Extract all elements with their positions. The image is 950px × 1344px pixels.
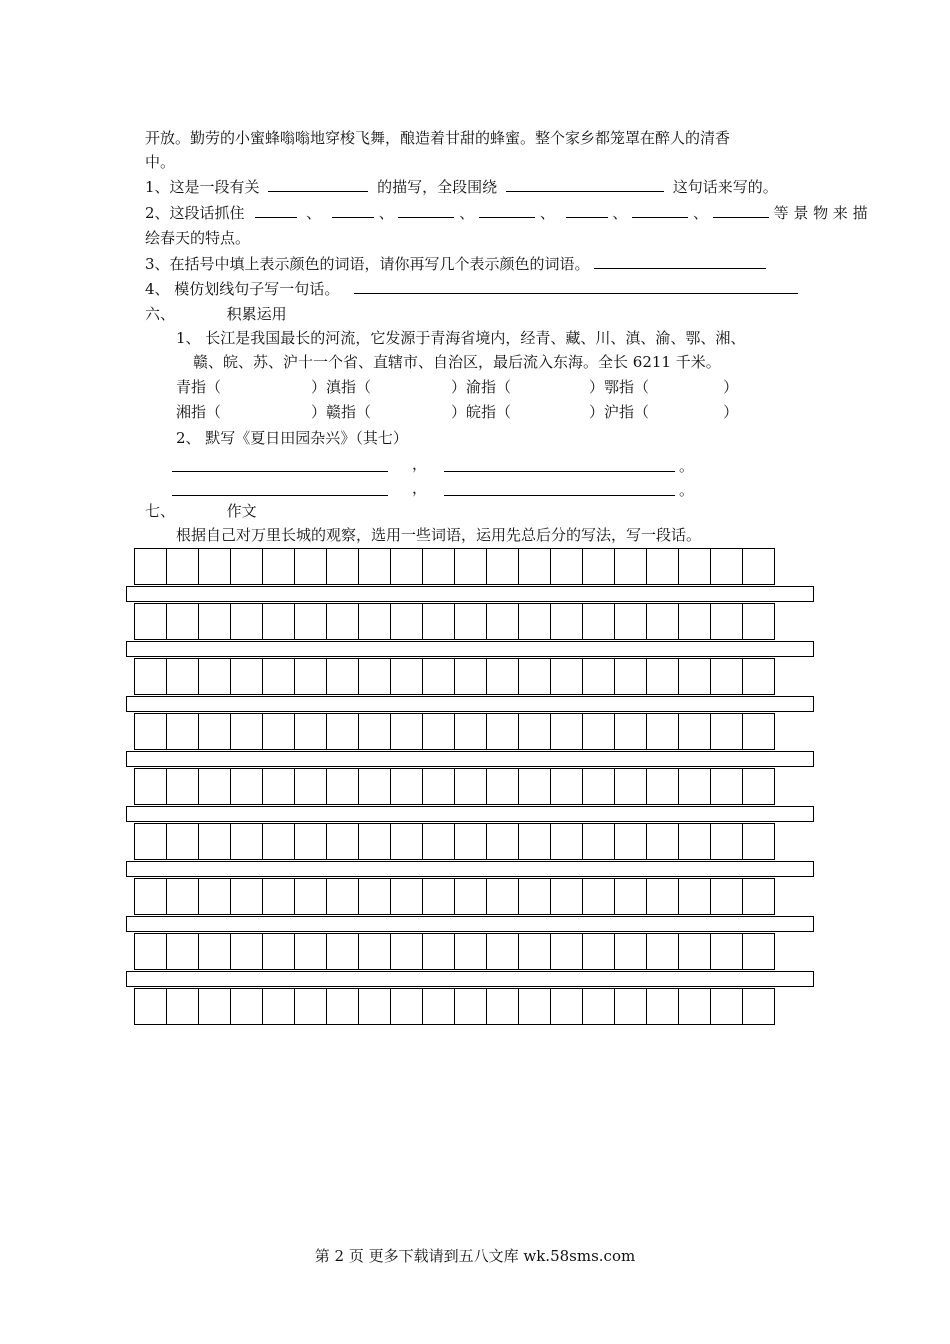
q2-blank-5[interactable]	[566, 203, 608, 218]
q2-blank-6[interactable]	[632, 203, 688, 218]
grid-cell[interactable]	[486, 768, 519, 805]
grid-cell[interactable]	[422, 988, 455, 1025]
poem-period-2: 。	[679, 481, 695, 499]
grid-cell[interactable]	[166, 933, 199, 970]
grid-cell[interactable]	[614, 933, 647, 970]
grid-cell[interactable]	[678, 603, 711, 640]
grid-cell[interactable]	[326, 933, 359, 970]
grid-cell[interactable]	[358, 713, 391, 750]
grid-cell[interactable]	[518, 713, 551, 750]
grid-cell[interactable]	[134, 548, 167, 585]
section-6-item-2: 2、 默写《夏日田园杂兴》（其七）	[176, 429, 408, 447]
grid-cell[interactable]	[326, 768, 359, 805]
grid-cell[interactable]	[422, 823, 455, 860]
abbr-gan: ）赣指（	[311, 403, 372, 421]
grid-row-separator	[126, 641, 814, 657]
grid-cell[interactable]	[614, 658, 647, 695]
grid-cell[interactable]	[582, 658, 615, 695]
q1-blank-2[interactable]	[506, 177, 664, 192]
question-1	[145, 177, 778, 197]
grid-cell[interactable]	[614, 768, 647, 805]
grid-cell[interactable]	[582, 823, 615, 860]
grid-cell[interactable]	[358, 823, 391, 860]
grid-row	[134, 878, 775, 916]
grid-row-separator	[126, 861, 814, 877]
grid-cell[interactable]	[230, 823, 263, 860]
grid-cell[interactable]	[166, 548, 199, 585]
grid-cell[interactable]	[262, 658, 295, 695]
grid-cell[interactable]	[166, 713, 199, 750]
passage-line-1: 开放。勤劳的小蜜蜂嗡嗡地穿梭飞舞，酿造着甘甜的蜂蜜。整个家乡都笼罩在醉人的清香	[145, 129, 731, 147]
q2-blank-4[interactable]	[479, 203, 535, 218]
grid-cell[interactable]	[454, 768, 487, 805]
grid-cell[interactable]	[518, 768, 551, 805]
grid-cell[interactable]	[198, 878, 231, 915]
grid-row-separator	[126, 916, 814, 932]
grid-cell[interactable]	[454, 658, 487, 695]
grid-cell[interactable]	[678, 988, 711, 1025]
q2-sep: 、	[306, 204, 322, 222]
grid-cell[interactable]	[198, 658, 231, 695]
grid-cell[interactable]	[294, 823, 327, 860]
grid-cell[interactable]	[486, 878, 519, 915]
grid-cell[interactable]	[166, 658, 199, 695]
grid-cell[interactable]	[294, 548, 327, 585]
q2-continuation: 绘春天的特点。	[145, 229, 251, 247]
q3-blank[interactable]	[594, 254, 766, 269]
grid-cell[interactable]	[454, 823, 487, 860]
abbr-wan: ）皖指（	[451, 403, 512, 421]
grid-cell[interactable]	[454, 933, 487, 970]
grid-cell[interactable]	[454, 988, 487, 1025]
abbr-hu: ）沪指（	[589, 403, 650, 421]
grid-cell[interactable]	[614, 548, 647, 585]
grid-cell[interactable]	[358, 548, 391, 585]
grid-cell[interactable]	[646, 603, 679, 640]
grid-cell[interactable]	[134, 768, 167, 805]
q2-sep: 、	[693, 204, 709, 222]
grid-cell[interactable]	[614, 878, 647, 915]
grid-cell[interactable]	[326, 823, 359, 860]
grid-cell[interactable]	[230, 603, 263, 640]
grid-cell[interactable]	[550, 768, 583, 805]
grid-row-separator	[126, 971, 814, 987]
poem-blank-2[interactable]	[444, 471, 675, 472]
grid-cell[interactable]	[742, 603, 775, 640]
grid-cell[interactable]	[710, 933, 743, 970]
grid-cell[interactable]	[582, 878, 615, 915]
grid-cell[interactable]	[742, 823, 775, 860]
q2-sep: 、	[378, 204, 394, 222]
grid-cell[interactable]	[422, 603, 455, 640]
grid-cell[interactable]	[550, 548, 583, 585]
grid-cell[interactable]	[486, 823, 519, 860]
abbr-xiang: 湘指（	[176, 403, 222, 421]
grid-cell[interactable]	[710, 603, 743, 640]
passage-line-2: 中。	[145, 153, 176, 171]
section-7-title: 作文	[226, 502, 257, 520]
q2-sep: 、	[612, 204, 628, 222]
grid-cell[interactable]	[422, 713, 455, 750]
grid-cell[interactable]	[742, 548, 775, 585]
grid-cell[interactable]	[326, 988, 359, 1025]
grid-cell[interactable]	[198, 933, 231, 970]
grid-row-separator	[126, 696, 814, 712]
grid-cell[interactable]	[422, 878, 455, 915]
section-7-heading	[145, 501, 257, 521]
grid-cell[interactable]	[166, 878, 199, 915]
grid-cell[interactable]	[230, 988, 263, 1025]
grid-row	[134, 823, 775, 861]
grid-cell[interactable]	[614, 988, 647, 1025]
grid-cell[interactable]	[390, 768, 423, 805]
grid-cell[interactable]	[134, 878, 167, 915]
grid-cell[interactable]	[294, 713, 327, 750]
grid-cell[interactable]	[358, 988, 391, 1025]
grid-cell[interactable]	[486, 933, 519, 970]
grid-cell[interactable]	[390, 548, 423, 585]
q2-blank-1[interactable]	[255, 203, 297, 218]
grid-row	[134, 603, 775, 641]
grid-cell[interactable]	[390, 878, 423, 915]
grid-cell[interactable]	[454, 713, 487, 750]
grid-cell[interactable]	[326, 548, 359, 585]
grid-row	[134, 658, 775, 696]
abbr-row-1	[176, 377, 738, 397]
grid-cell[interactable]	[294, 988, 327, 1025]
grid-row	[134, 768, 775, 806]
grid-cell[interactable]	[678, 548, 711, 585]
section-6-item-1-line-2: 赣、皖、苏、沪十一个省、直辖市、自治区，最后流入东海。全长 6211 千米。	[193, 353, 721, 371]
grid-cell[interactable]	[262, 988, 295, 1025]
grid-cell[interactable]	[550, 603, 583, 640]
grid-cell[interactable]	[326, 713, 359, 750]
grid-cell[interactable]	[742, 878, 775, 915]
grid-cell[interactable]	[326, 658, 359, 695]
abbr-dian: ）滇指（	[311, 378, 372, 396]
grid-cell[interactable]	[550, 823, 583, 860]
grid-cell[interactable]	[134, 713, 167, 750]
grid-cell[interactable]	[678, 768, 711, 805]
section-6-number: 六、	[145, 305, 176, 323]
grid-cell[interactable]	[582, 988, 615, 1025]
grid-cell[interactable]	[582, 768, 615, 805]
grid-cell[interactable]	[262, 603, 295, 640]
grid-cell[interactable]	[710, 658, 743, 695]
grid-cell[interactable]	[262, 768, 295, 805]
q1-text-b: 的描写，全段围绕	[377, 178, 498, 196]
grid-cell[interactable]	[678, 878, 711, 915]
grid-cell[interactable]	[422, 548, 455, 585]
abbr-row-2	[176, 402, 738, 422]
grid-cell[interactable]	[550, 658, 583, 695]
grid-cell[interactable]	[454, 548, 487, 585]
grid-cell[interactable]	[614, 603, 647, 640]
abbr-yu: ）渝指（	[451, 378, 512, 396]
grid-cell[interactable]	[262, 713, 295, 750]
grid-cell[interactable]	[646, 823, 679, 860]
grid-cell[interactable]	[486, 548, 519, 585]
section-6-heading	[145, 304, 287, 324]
grid-cell[interactable]	[422, 768, 455, 805]
q2-blank-2[interactable]	[332, 203, 374, 218]
grid-cell[interactable]	[486, 988, 519, 1025]
grid-cell[interactable]	[550, 713, 583, 750]
grid-cell[interactable]	[262, 548, 295, 585]
section-6-title: 积累运用	[226, 305, 287, 323]
grid-cell[interactable]	[358, 603, 391, 640]
grid-row	[134, 548, 775, 586]
grid-cell[interactable]	[742, 713, 775, 750]
poem-period-1: 。	[679, 457, 695, 475]
grid-cell[interactable]	[518, 878, 551, 915]
grid-cell[interactable]	[166, 768, 199, 805]
grid-cell[interactable]	[646, 933, 679, 970]
q2-sep: 、	[539, 204, 555, 222]
grid-cell[interactable]	[710, 548, 743, 585]
grid-cell[interactable]	[166, 988, 199, 1025]
grid-cell[interactable]	[454, 603, 487, 640]
grid-cell[interactable]	[518, 603, 551, 640]
q2-blank-3[interactable]	[398, 203, 454, 218]
grid-cell[interactable]	[422, 933, 455, 970]
grid-cell[interactable]	[390, 988, 423, 1025]
q4-text: 4、 模仿划线句子写一句话。	[145, 280, 340, 298]
grid-cell[interactable]	[358, 658, 391, 695]
q2-text-b: 等 景 物 来 描	[773, 204, 868, 222]
grid-cell[interactable]	[518, 658, 551, 695]
grid-cell[interactable]	[134, 603, 167, 640]
grid-cell[interactable]	[198, 603, 231, 640]
grid-cell[interactable]	[134, 988, 167, 1025]
section-6-item-1-line-1: 1、 长江是我国最长的河流，它发源于青海省境内，经青、藏、川、滇、渝、鄂、湘、	[176, 329, 746, 347]
grid-row	[134, 933, 775, 971]
grid-cell[interactable]	[358, 933, 391, 970]
poem-blank-4[interactable]	[444, 495, 675, 496]
poem-blank-1[interactable]	[172, 471, 388, 472]
poem-comma-2: ，	[412, 479, 428, 497]
grid-cell[interactable]	[678, 823, 711, 860]
q2-text-a: 2、这段话抓住	[145, 204, 245, 222]
grid-cell[interactable]	[518, 933, 551, 970]
grid-cell[interactable]	[742, 768, 775, 805]
grid-cell[interactable]	[166, 603, 199, 640]
grid-cell[interactable]	[390, 603, 423, 640]
grid-cell[interactable]	[742, 658, 775, 695]
q3-text: 3、在括号中填上表示颜色的词语，请你再写几个表示颜色的词语。	[145, 255, 590, 273]
q1-text-c: 这句话来写的。	[672, 178, 778, 196]
grid-cell[interactable]	[390, 658, 423, 695]
grid-cell[interactable]	[230, 548, 263, 585]
grid-cell[interactable]	[294, 878, 327, 915]
grid-cell[interactable]	[582, 603, 615, 640]
grid-cell[interactable]	[198, 713, 231, 750]
grid-cell[interactable]	[262, 933, 295, 970]
q4-blank[interactable]	[354, 279, 798, 294]
abbr-close: ）	[723, 378, 739, 396]
grid-cell[interactable]	[358, 878, 391, 915]
poem-comma-1: ，	[412, 455, 428, 473]
grid-cell[interactable]	[582, 933, 615, 970]
grid-cell[interactable]	[646, 878, 679, 915]
grid-cell[interactable]	[518, 988, 551, 1025]
grid-cell[interactable]	[166, 823, 199, 860]
grid-cell[interactable]	[198, 988, 231, 1025]
grid-cell[interactable]	[198, 548, 231, 585]
grid-cell[interactable]	[614, 713, 647, 750]
grid-row	[134, 713, 775, 751]
grid-cell[interactable]	[390, 713, 423, 750]
grid-cell[interactable]	[390, 823, 423, 860]
grid-cell[interactable]	[294, 658, 327, 695]
grid-cell[interactable]	[710, 988, 743, 1025]
q2-blank-7[interactable]	[713, 203, 769, 218]
grid-cell[interactable]	[230, 933, 263, 970]
abbr-close: ）	[723, 403, 739, 421]
grid-cell[interactable]	[294, 768, 327, 805]
grid-cell[interactable]	[486, 713, 519, 750]
abbr-e: ）鄂指（	[589, 378, 650, 396]
grid-cell[interactable]	[230, 713, 263, 750]
grid-cell[interactable]	[262, 823, 295, 860]
grid-cell[interactable]	[710, 768, 743, 805]
grid-cell[interactable]	[678, 933, 711, 970]
grid-cell[interactable]	[134, 658, 167, 695]
grid-cell[interactable]	[550, 988, 583, 1025]
grid-cell[interactable]	[134, 933, 167, 970]
grid-cell[interactable]	[134, 823, 167, 860]
grid-cell[interactable]	[486, 658, 519, 695]
poem-blank-3[interactable]	[172, 495, 388, 496]
grid-row-separator	[126, 806, 814, 822]
grid-cell[interactable]	[358, 768, 391, 805]
grid-cell[interactable]	[486, 603, 519, 640]
page-footer: 第 2 页 更多下载请到五八文库 wk.58sms.com	[314, 1247, 636, 1265]
grid-cell[interactable]	[390, 933, 423, 970]
grid-cell[interactable]	[742, 933, 775, 970]
grid-row-separator	[126, 751, 814, 767]
grid-cell[interactable]	[454, 878, 487, 915]
grid-cell[interactable]	[646, 548, 679, 585]
grid-cell[interactable]	[646, 768, 679, 805]
grid-cell[interactable]	[294, 603, 327, 640]
grid-cell[interactable]	[742, 988, 775, 1025]
grid-cell[interactable]	[518, 823, 551, 860]
grid-row-separator	[126, 586, 814, 602]
grid-cell[interactable]	[582, 548, 615, 585]
q2-sep: 、	[459, 204, 475, 222]
grid-cell[interactable]	[326, 878, 359, 915]
grid-cell[interactable]	[550, 933, 583, 970]
grid-cell[interactable]	[646, 988, 679, 1025]
grid-cell[interactable]	[646, 713, 679, 750]
grid-cell[interactable]	[678, 713, 711, 750]
grid-cell[interactable]	[518, 548, 551, 585]
grid-cell[interactable]	[646, 658, 679, 695]
grid-row	[134, 988, 775, 1026]
grid-cell[interactable]	[262, 878, 295, 915]
grid-cell[interactable]	[198, 768, 231, 805]
grid-cell[interactable]	[678, 658, 711, 695]
grid-cell[interactable]	[710, 878, 743, 915]
abbr-qing: 青指（	[176, 378, 222, 396]
q1-text-a: 1、这是一段有关	[145, 178, 260, 196]
grid-cell[interactable]	[710, 713, 743, 750]
question-4	[145, 279, 798, 299]
composition-prompt: 根据自己对万里长城的观察，选用一些词语，运用先总后分的写法，写一段话。	[176, 526, 702, 544]
grid-cell[interactable]	[614, 823, 647, 860]
q1-blank-1[interactable]	[268, 177, 368, 192]
question-3	[145, 254, 766, 274]
question-2	[145, 203, 868, 223]
grid-cell[interactable]	[230, 658, 263, 695]
grid-cell[interactable]	[326, 603, 359, 640]
grid-cell[interactable]	[550, 878, 583, 915]
section-7-number: 七、	[145, 502, 176, 520]
grid-cell[interactable]	[294, 933, 327, 970]
grid-cell[interactable]	[230, 768, 263, 805]
grid-cell[interactable]	[198, 823, 231, 860]
grid-cell[interactable]	[582, 713, 615, 750]
grid-cell[interactable]	[710, 823, 743, 860]
grid-cell[interactable]	[230, 878, 263, 915]
grid-cell[interactable]	[422, 658, 455, 695]
